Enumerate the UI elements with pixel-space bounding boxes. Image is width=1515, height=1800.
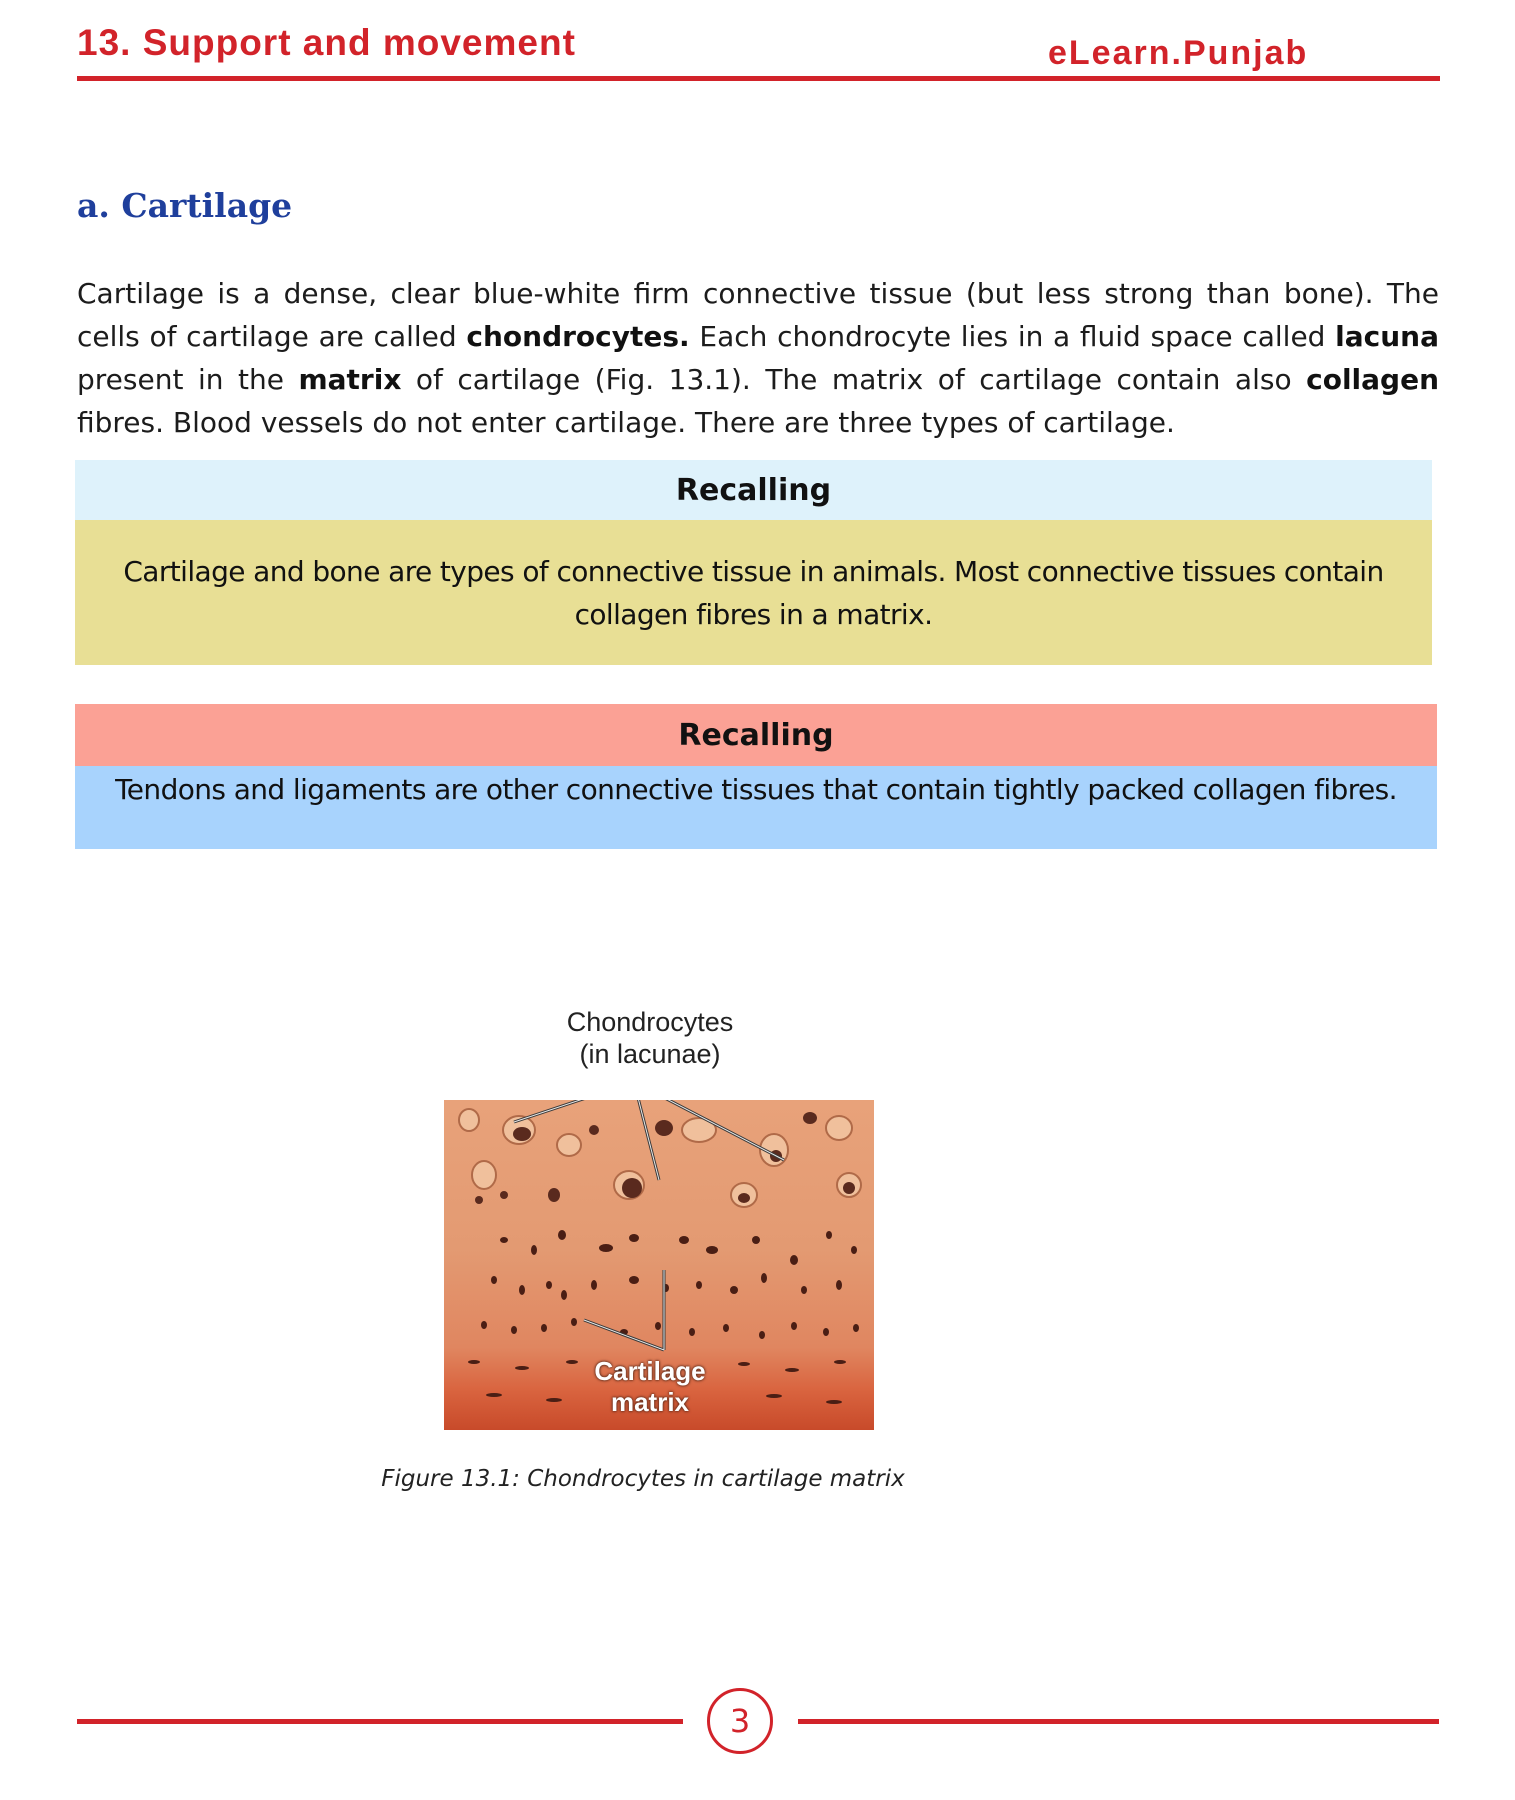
recalling-box-2-text: Tendons and ligaments are other connective tissues that contain tightly packed collagen fibres. <box>115 773 1397 806</box>
paragraph-text: of cartilage (Fig. 13.1). The matrix of cartilage contain also <box>401 363 1307 396</box>
footer-divider-left <box>77 1719 683 1724</box>
recalling-box-2-body <box>75 766 1437 849</box>
figure-label-chondrocytes <box>530 1006 770 1070</box>
page-number: 3 <box>707 1688 773 1754</box>
brand-name: eLearn.Punjab <box>1048 34 1309 72</box>
figure-label-line: Cartilage <box>594 1356 706 1386</box>
figure-label-matrix <box>570 1356 730 1418</box>
term-chondrocytes: chondrocytes. <box>466 320 690 353</box>
figure-label-line: (in lacunae) <box>579 1039 721 1069</box>
recalling-box-1-body <box>75 520 1432 665</box>
paragraph-text: fibres. Blood vessels do not enter cartilage. There are three types of cartilage. <box>77 406 1175 439</box>
paragraph-text: Each chondrocyte lies in a fluid space called <box>689 320 1336 353</box>
body-paragraph <box>77 272 1439 444</box>
term-lacuna: lacuna <box>1335 320 1440 353</box>
term-matrix: matrix <box>298 363 402 396</box>
footer-divider-right <box>798 1719 1439 1724</box>
recalling-box-2-title: Recalling <box>678 717 834 753</box>
chapter-title: 13. Support and movement <box>77 22 576 63</box>
paragraph-text: Cartilage is a dense, clear blue-white firm connective tissue (but less strong than bone). The cells of cartilage are called <box>77 277 1439 353</box>
figure-label-line: Chondrocytes <box>566 1007 734 1037</box>
recalling-box-1-text: Cartilage and bone are types of connective tissue in animals. Most connective tissues contain collagen fibres in a matrix. <box>123 554 1384 631</box>
term-collagen: collagen <box>1306 363 1439 396</box>
header-divider <box>77 76 1440 81</box>
recalling-box-2-header <box>75 704 1437 766</box>
section-heading: a. Cartilage <box>77 186 293 225</box>
figure-label-line: matrix <box>610 1387 690 1417</box>
recalling-box-1-header <box>75 460 1432 520</box>
recalling-box-1-title: Recalling <box>675 472 832 508</box>
figure-caption: Figure 13.1: Chondrocytes in cartilage matrix <box>381 1466 905 1492</box>
paragraph-text: present in the <box>77 363 299 396</box>
